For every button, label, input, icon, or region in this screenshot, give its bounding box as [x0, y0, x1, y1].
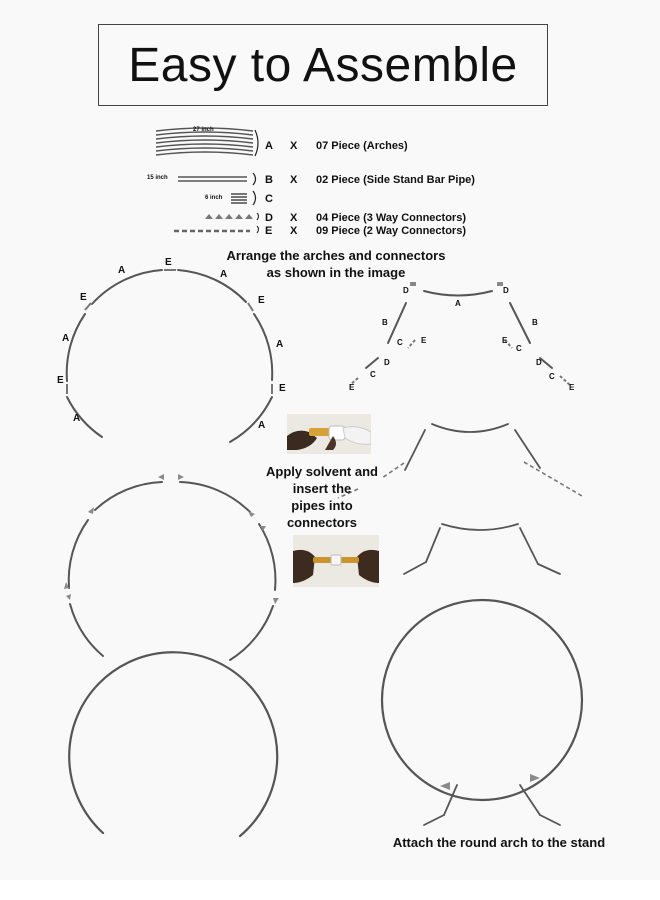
label-e: E [421, 336, 427, 345]
label-e: E [349, 383, 355, 392]
part-x-a: X [290, 140, 298, 152]
part-x-b: X [290, 174, 298, 186]
label-e: E [279, 383, 286, 394]
page-title: Easy to Assemble [128, 38, 518, 92]
attach-instruction: Attach the round arch to the stand [392, 835, 606, 850]
part-letter-d: D [265, 212, 273, 224]
photo-apply-solvent [287, 414, 371, 454]
label-b: B [532, 318, 538, 327]
part-qty-a: 07 Piece (Arches) [316, 140, 408, 152]
part-letter-b: B [265, 174, 273, 186]
label-e: E [80, 292, 87, 303]
label-e: E [258, 295, 265, 306]
label-a: A [62, 333, 70, 344]
part-letter-c: C [265, 193, 273, 205]
part-qty-b: 02 Piece (Side Stand Bar Pipe) [316, 174, 475, 186]
label-e: E [569, 383, 575, 392]
solvent-instruction [255, 463, 389, 531]
solvent-line-4: connectors [286, 515, 358, 530]
part-x-d: X [290, 212, 298, 224]
label-d: D [503, 286, 509, 295]
label-a: A [455, 299, 461, 308]
label-d: D [536, 358, 542, 367]
label-e: E [57, 375, 64, 386]
label-a: A [258, 420, 266, 431]
photo-insert-pipes [293, 535, 379, 587]
part-x-e: X [290, 225, 298, 237]
size-label-c: 6 inch [205, 195, 223, 201]
part-qty-e: 09 Piece (2 Way Connectors) [316, 225, 466, 237]
label-e: E [165, 257, 172, 268]
label-b: B [382, 318, 388, 327]
label-a: A [118, 265, 126, 276]
label-c: C [549, 372, 555, 381]
label-a: A [220, 269, 228, 280]
label-c: C [370, 370, 376, 379]
arrange-line-1: Arrange the arches and connectors [226, 248, 446, 263]
label-e: E [502, 336, 508, 345]
solvent-line-3: pipes into [291, 498, 353, 513]
label-c: C [516, 344, 522, 353]
label-d: D [384, 358, 390, 367]
label-c: C [397, 338, 403, 347]
photo-apply-solvent-image [287, 414, 371, 454]
arrange-line-2: as shown in the image [266, 265, 406, 280]
label-d: D [403, 286, 409, 295]
size-label-b: 15 inch [147, 175, 168, 181]
label-a: A [73, 413, 81, 424]
part-qty-d: 04 Piece (3 Way Connectors) [316, 212, 466, 224]
part-letter-a: A [265, 140, 273, 152]
label-a: A [276, 339, 284, 350]
solvent-line-2: insert the [292, 481, 352, 496]
part-letter-e: E [265, 225, 273, 237]
solvent-line-1: Apply solvent and [266, 464, 378, 479]
photo-insert-pipes-image [293, 535, 379, 587]
size-label-a: 27 inch [193, 127, 214, 133]
